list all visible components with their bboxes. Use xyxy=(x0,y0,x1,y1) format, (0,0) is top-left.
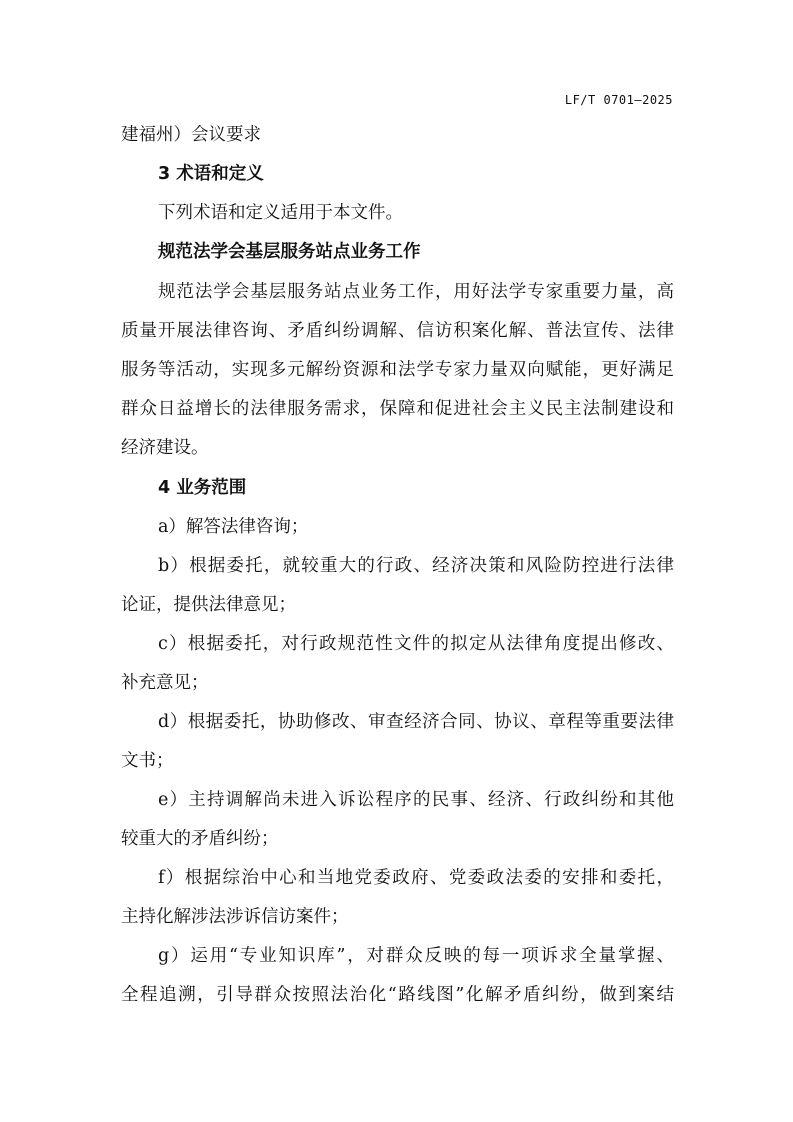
definition-line-4: 群众日益增长的法律服务需求，保障和促进社会主义民主法制建设和 xyxy=(121,399,674,419)
list-item-g-line-2: 全程追溯，引导群众按照法治化“路线图”化解矛盾纠纷，做到案结 xyxy=(121,985,674,1005)
section-heading-terms: 3 术语和定义 xyxy=(158,164,264,184)
document-code: LF/T 0701—2025 xyxy=(564,93,673,107)
list-item-a: a）解答法律咨询； xyxy=(158,517,309,537)
text-line-continuation: 建福州）会议要求 xyxy=(121,125,261,145)
list-item-f-line-1: f）根据综治中心和当地党委政府、党委政法委的安排和委托， xyxy=(158,868,674,888)
term-title: 规范法学会基层服务站点业务工作 xyxy=(158,242,421,262)
definition-line-5: 经济建设。 xyxy=(121,438,209,458)
list-item-g-line-1: g）运用“专业知识库”，对群众反映的每一项诉求全量掌握、 xyxy=(158,946,674,966)
list-item-e-line-1: e）主持调解尚未进入诉讼程序的民事、经济、行政纠纷和其他 xyxy=(158,790,674,810)
definition-line-2: 质量开展法律咨询、矛盾纠纷调解、信访积案化解、普法宣传、法律 xyxy=(121,321,674,341)
list-item-f-line-2: 主持化解涉法涉诉信访案件； xyxy=(121,907,349,927)
section-heading-scope: 4 业务范围 xyxy=(158,478,247,498)
text-line-terms-intro: 下列术语和定义适用于本文件。 xyxy=(158,203,403,223)
definition-line-3: 服务等活动，实现多元解纷资源和法学专家力量双向赋能，更好满足 xyxy=(121,360,674,380)
list-item-c-line-1: c）根据委托，对行政规范性文件的拟定从法律角度提出修改、 xyxy=(158,634,674,654)
list-item-c-line-2: 补充意见； xyxy=(121,673,209,693)
list-item-d-line-1: d）根据委托，协助修改、审查经济合同、协议、章程等重要法律 xyxy=(158,712,674,732)
list-item-b-line-1: b）根据委托，就较重大的行政、经济决策和风险防控进行法律 xyxy=(158,556,674,576)
list-item-b-line-2: 论证，提供法律意见； xyxy=(121,595,296,615)
definition-line-1: 规范法学会基层服务站点业务工作，用好法学专家重要力量，高 xyxy=(158,282,674,302)
list-item-e-line-2: 较重大的矛盾纠纷； xyxy=(121,829,279,849)
list-item-d-line-2: 文书； xyxy=(121,751,174,771)
